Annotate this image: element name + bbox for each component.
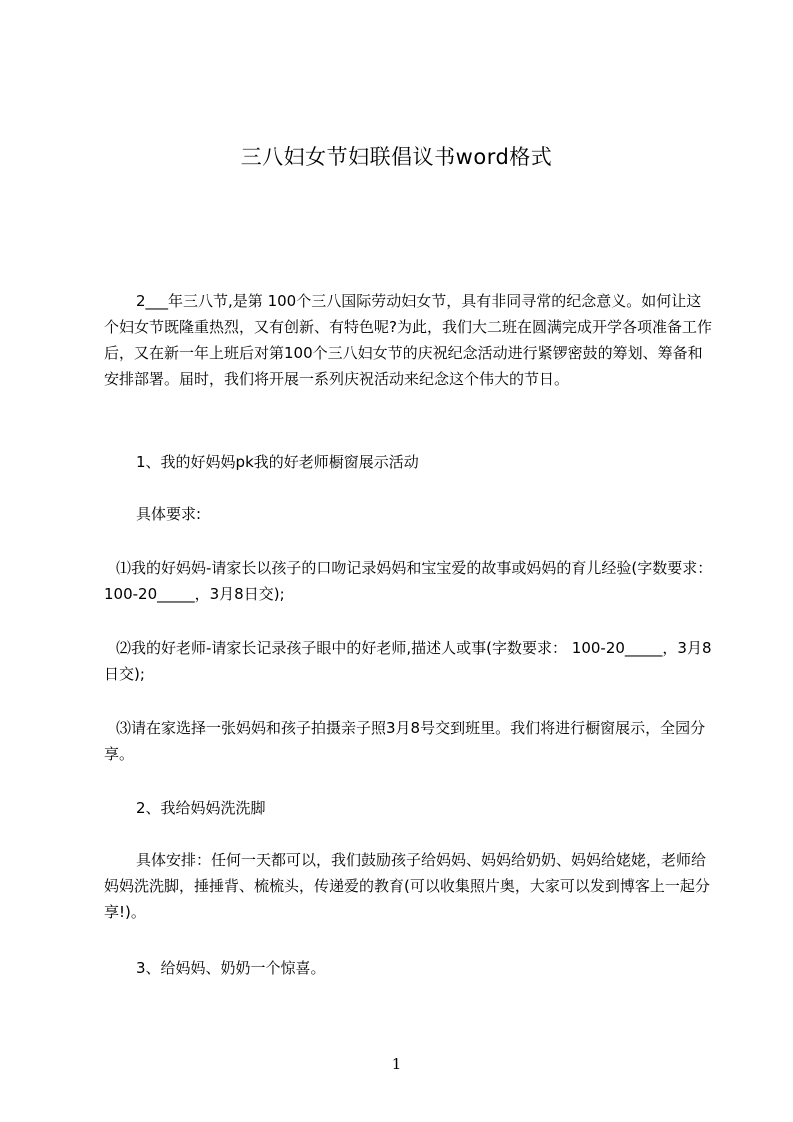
section-1-heading: 1、我的好妈妈pk我的好老师橱窗展示活动 [136, 453, 419, 471]
page-number: 1 [391, 1055, 402, 1073]
section-3-heading: 3、给妈妈、奶奶一个惊喜。 [136, 959, 326, 977]
arrangement-paragraph: 具体安排：任何一天都可以，我们鼓励孩子给妈妈、妈妈给奶奶、妈妈给姥姥，老师给妈妈洗洗脚，捶捶背、梳梳头，传递爱的教育(可以收集照片奥，大家可以发到博客上一起分享!)。 [104, 851, 710, 921]
requirement-item-3: ⑶请在家选择一张妈妈和孩子拍摄亲子照3月8号交到班里。我们将进行橱窗展示，全园分享。 [104, 719, 706, 763]
document-title: 三八妇女节妇联倡议书word格式 [240, 145, 553, 169]
requirement-item-2: ⑵我的好老师-请家长记录孩子眼中的好老师,描述人或事(字数要求： 100-20_____，3月8日交); [104, 639, 712, 683]
section-2-heading: 2、我给妈妈洗洗脚 [136, 799, 266, 817]
requirement-item-1: ⑴我的好妈妈-请家长以孩子的口吻记录妈妈和宝宝爱的故事或妈妈的育儿经验(字数要求：100-20_____，3月8日交); [104, 559, 713, 603]
requirements-label: 具体要求: [136, 505, 202, 523]
intro-paragraph: 2___年三八节,是第 100个三八国际劳动妇女节，具有非同寻常的纪念意义。如何让这个妇女节既隆重热烈，又有创新、有特色呢?为此，我们大二班在圆满完成开学各项准备工作后，又在新一年上班后对第100个三八妇女节的庆祝纪念活动进行紧锣密鼓的筹划、筹备和安排部署。届时，我们将开展一系列庆祝活动来纪念这个伟大的节日。 [104, 292, 712, 388]
